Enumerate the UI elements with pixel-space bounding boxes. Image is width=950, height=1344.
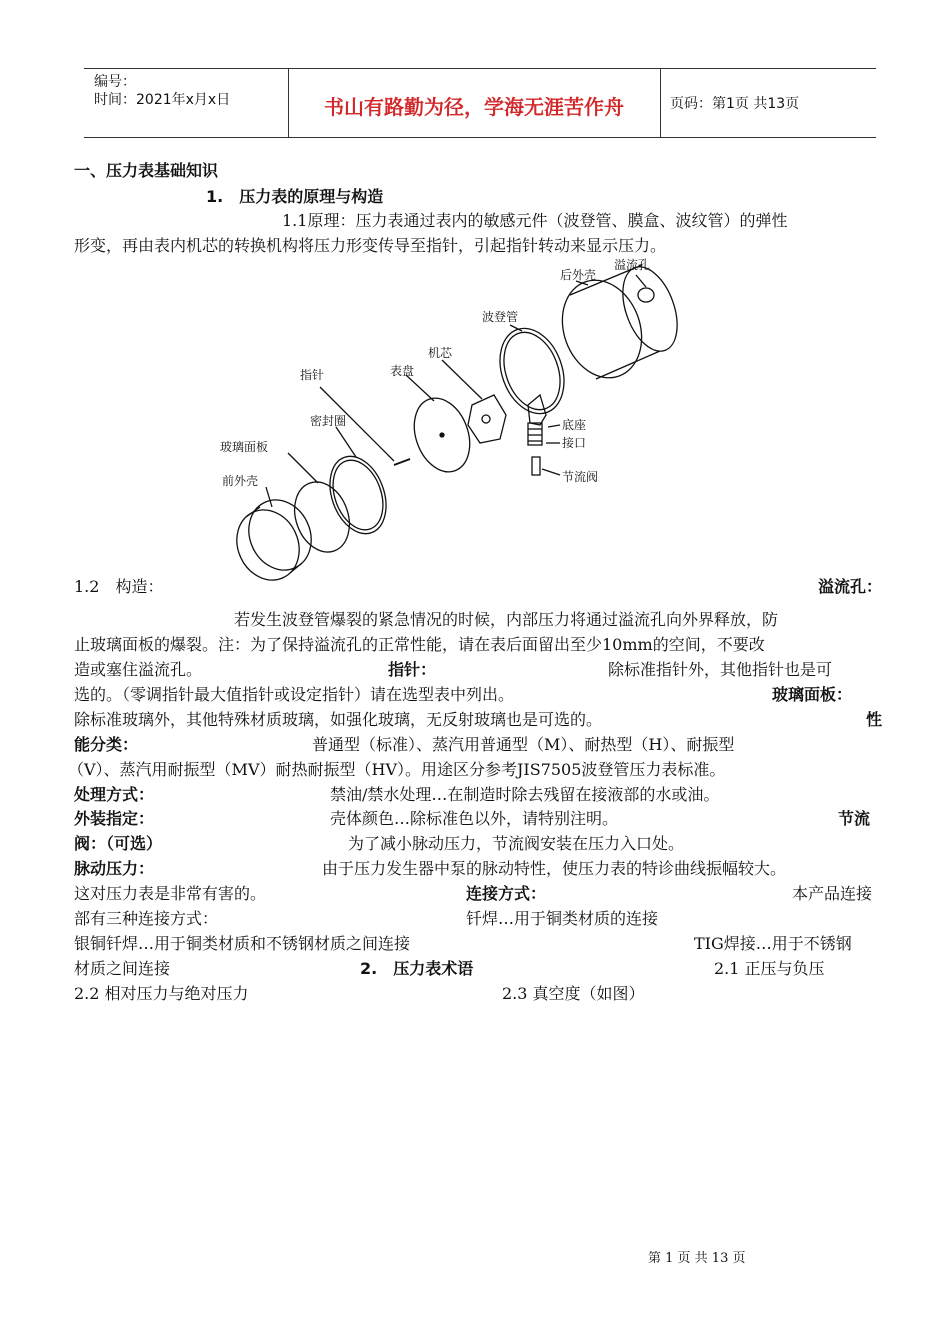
term-label: 能分类： bbox=[74, 735, 139, 754]
term-label: 性 bbox=[866, 710, 883, 729]
label-throttle-valve: 节流阀 bbox=[562, 470, 599, 484]
label-seal-ring: 密封圈 bbox=[310, 414, 347, 428]
body-text: 普通型（标准）、蒸汽用普通型（M）、耐热型（H）、耐振型 bbox=[312, 735, 735, 754]
label-bourdon-tube: 波登管 bbox=[482, 310, 519, 324]
seal-ring-part bbox=[320, 449, 396, 542]
body-text: 部有三种连接方式： bbox=[74, 909, 219, 928]
subsection-title: 1. 压力表的原理与构造 bbox=[206, 187, 384, 206]
body-text: 除标准指针外，其他指针也是可 bbox=[608, 660, 833, 679]
paragraph-line: 1.1原理：压力表通过表内的敏感元件（波登管、膜盒、波纹管）的弹性 bbox=[282, 211, 788, 230]
header-table bbox=[84, 68, 876, 138]
bourdon-tube-part bbox=[489, 319, 575, 425]
body-text: 为了减小脉动压力，节流阀安装在压力入口处。 bbox=[348, 834, 685, 853]
section-title: 一、压力表基础知识 bbox=[74, 161, 219, 180]
body-text: 除标准玻璃外，其他特殊材质玻璃，如强化玻璃，无反射玻璃也是可选的。 bbox=[74, 710, 603, 729]
label-rear-case: 后外壳 bbox=[560, 268, 597, 282]
body-text: 1.2 构造： bbox=[74, 577, 164, 596]
body-text: 止玻璃面板的爆裂。注：为了保持溢流孔的正常性能，请在表后面留出至少10mm的空间，不要改 bbox=[74, 635, 765, 654]
body-text: 若发生波登管爆裂的紧急情况的时候，内部压力将通过溢流孔向外界释放，防 bbox=[234, 610, 779, 629]
term-label: 处理方式： bbox=[74, 785, 155, 804]
term-label: 外装指定： bbox=[74, 809, 155, 828]
label-movement: 机芯 bbox=[428, 346, 453, 360]
body-text: 2.1 正压与负压 bbox=[714, 959, 825, 978]
header-motto: 书山有路勤为径，学海无涯苦作舟 bbox=[324, 95, 624, 119]
term-label: 节流 bbox=[838, 809, 871, 828]
body-text: （V）、蒸汽用耐振型（MV）耐热耐振型（HV）。用途区分参考JIS7505波登管压力表标准。 bbox=[68, 760, 726, 779]
body-text: 选的。（零调指针最大值指针或设定指针）请在选型表中列出。 bbox=[74, 685, 515, 704]
body-text: 材质之间连接 bbox=[74, 959, 171, 978]
time-label: 时间：2021年x月x日 bbox=[94, 92, 231, 108]
section-title: 2. 压力表术语 bbox=[360, 959, 474, 978]
label-connector: 接口 bbox=[562, 436, 587, 450]
header-meta bbox=[94, 73, 230, 109]
body-text: 由于压力发生器中泵的脉动特性，使压力表的特诊曲线振幅较大。 bbox=[322, 859, 787, 878]
paragraph-line: 形变，再由表内机芯的转换机构将压力形变传导至指针，引起指针转动来显示压力。 bbox=[74, 236, 667, 255]
body-text: 禁油/禁水处理…在制造时除去残留在接液部的水或油。 bbox=[330, 785, 720, 804]
number-label: 编号： bbox=[94, 74, 136, 90]
glass-panel-part bbox=[285, 474, 358, 559]
term-label: 指针： bbox=[388, 660, 437, 679]
body-text: 2.3 真空度（如图） bbox=[502, 984, 645, 1003]
movement-part bbox=[468, 395, 506, 443]
label-dial: 表盘 bbox=[390, 364, 415, 378]
body-text: 本产品连接 bbox=[792, 884, 873, 903]
body-text: 这对压力表是非常有害的。 bbox=[74, 884, 267, 903]
page-footer: 第 1 页 共 13 页 bbox=[648, 1251, 746, 1266]
label-pointer: 指针 bbox=[300, 368, 325, 382]
header-divider bbox=[660, 69, 661, 137]
label-base: 底座 bbox=[562, 418, 587, 432]
body-text: 银铜钎焊…用于铜类材质和不锈钢材质之间连接 bbox=[74, 934, 411, 953]
base-part bbox=[528, 423, 542, 445]
body-text: 2.2 相对压力与绝对压力 bbox=[74, 984, 249, 1003]
body-text: 造或塞住溢流孔。 bbox=[74, 660, 203, 679]
body-text: TIG焊接…用于不锈钢 bbox=[694, 934, 852, 953]
term-label: 阀：（可选） bbox=[74, 834, 163, 853]
throttle-valve-part bbox=[532, 457, 540, 475]
body-text: 壳体颜色…除标准色以外，请特别注明。 bbox=[330, 809, 619, 828]
label-front-case: 前外壳 bbox=[222, 474, 259, 488]
page-label: 页码：第1页 共13页 bbox=[670, 96, 800, 112]
front-case-part bbox=[226, 490, 323, 591]
term-label: 连接方式： bbox=[466, 884, 547, 903]
pressure-gauge-exploded-diagram bbox=[210, 255, 690, 595]
label-glass-panel: 玻璃面板 bbox=[220, 440, 269, 454]
overflow-hole-part bbox=[638, 288, 654, 302]
body-text: 钎焊…用于铜类材质的连接 bbox=[466, 909, 659, 928]
label-overflow-hole: 溢流孔 bbox=[614, 258, 651, 272]
pointer-part bbox=[394, 459, 410, 465]
term-label: 溢流孔： bbox=[818, 577, 883, 596]
term-label: 脉动压力： bbox=[74, 859, 155, 878]
dial-part bbox=[405, 390, 480, 479]
term-label: 玻璃面板： bbox=[772, 685, 853, 704]
